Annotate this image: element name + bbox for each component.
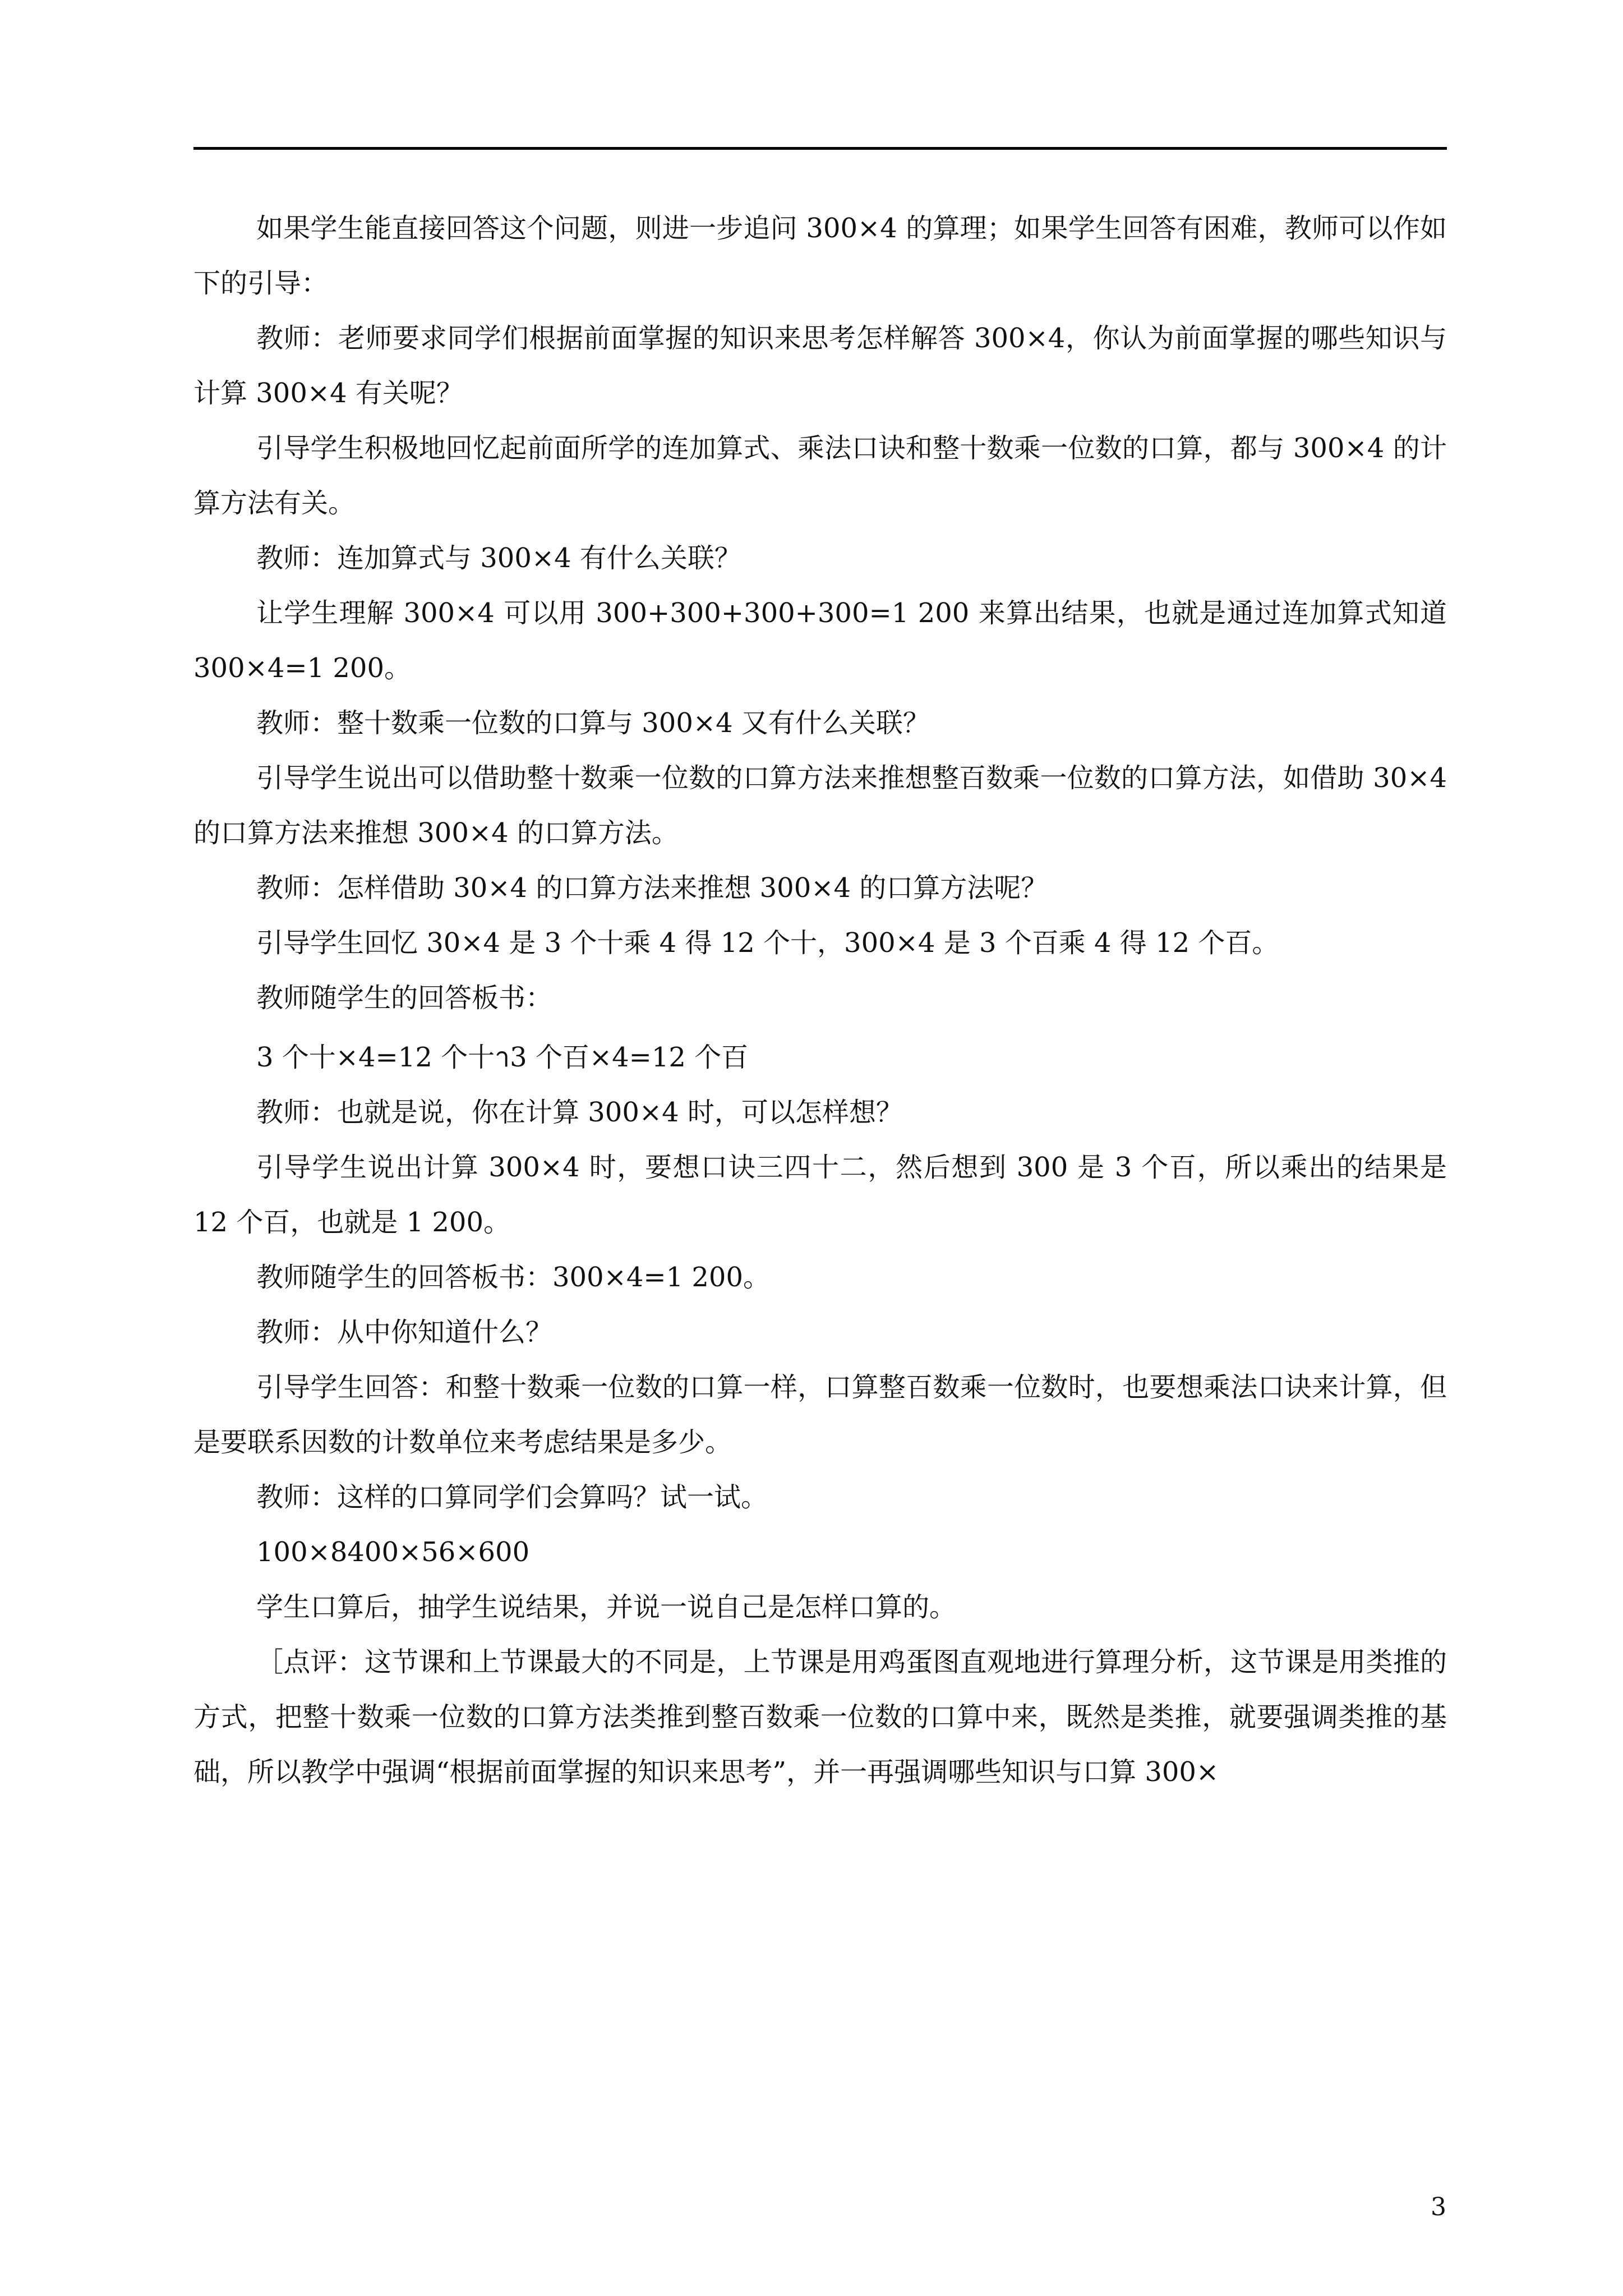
header-rule <box>193 147 1447 150</box>
paragraph: 教师：老师要求同学们根据前面掌握的知识来思考怎样解答 300×4，你认为前面掌握的哪些知识与计算 300×4 有关呢？ <box>193 323 1447 409</box>
paragraph: 如果学生能直接回答这个问题，则进一步追问 300×4 的算理；如果学生回答有困难，教师可以作如下的引导： <box>193 213 1447 299</box>
paragraph: 教师随学生的回答板书： <box>256 982 553 1014</box>
paragraph: 教师：这样的口算同学们会算吗？试一试。 <box>256 1481 768 1513</box>
paragraph: 教师：怎样借助 30×4 的口算方法来推想 300×4 的口算方法呢？ <box>256 872 1048 904</box>
paragraph: 学生口算后，抽学生说结果，并说一说自己是怎样口算的。 <box>256 1591 957 1623</box>
paragraph: 引导学生积极地回忆起前面所学的连加算式、乘法口诀和整十数乘一位数的口算，都与 300×4 的计算方法有关。 <box>193 432 1447 519</box>
paragraph: 教师：连加算式与 300×4 有什么关联？ <box>256 542 741 574</box>
board-writing: 3 个十×4=12 个十า3 个百×4=12 个百 <box>256 1042 749 1073</box>
paragraph: 教师：整十数乘一位数的口算与 300×4 又有什么关联？ <box>256 707 930 739</box>
document-body <box>193 201 1447 1800</box>
paragraph: 引导学生说出计算 300×4 时，要想口诀三四十二，然后想到 300 是 3 个百，所以乘出的结果是 12 个百，也就是 1 200。 <box>193 1152 1447 1238</box>
paragraph: 引导学生回答：和整十数乘一位数的口算一样，口算整百数乘一位数时，也要想乘法口诀来计算，但是要联系因数的计数单位来考虑结果是多少。 <box>193 1372 1447 1458</box>
page-number: 3 <box>1431 2193 1446 2221</box>
paragraph: 教师：也就是说，你在计算 300×4 时，可以怎样想？ <box>256 1097 903 1128</box>
commentary-paragraph: ［点评：这节课和上节课最大的不同是，上节课是用鸡蛋图直观地进行算理分析，这节课是用类推的方式，把整十数乘一位数的口算方法类推到整百数乘一位数的口算中来，既然是类推，就要强调类推的基础，所以教学中强调“根据前面掌握的知识来思考”，并一再强调哪些知识与口算 300× <box>193 1646 1447 1788</box>
paragraph: 教师随学生的回答板书：300×4=1 200。 <box>256 1262 771 1293</box>
paragraph: 引导学生回忆 30×4 是 3 个十乘 4 得 12 个十，300×4 是 3 个百乘 4 得 12 个百。 <box>256 927 1279 959</box>
exercise-line: 100×8400×56×600 <box>256 1536 530 1568</box>
paragraph: 引导学生说出可以借助整十数乘一位数的口算方法来推想整百数乘一位数的口算方法，如借助 30×4 的口算方法来推想 300×4 的口算方法。 <box>193 762 1447 849</box>
paragraph: 让学生理解 300×4 可以用 300+300+300+300=1 200 来算出结果，也就是通过连加算式知道 300×4=1 200。 <box>193 597 1447 684</box>
paragraph: 教师：从中你知道什么？ <box>256 1317 553 1348</box>
